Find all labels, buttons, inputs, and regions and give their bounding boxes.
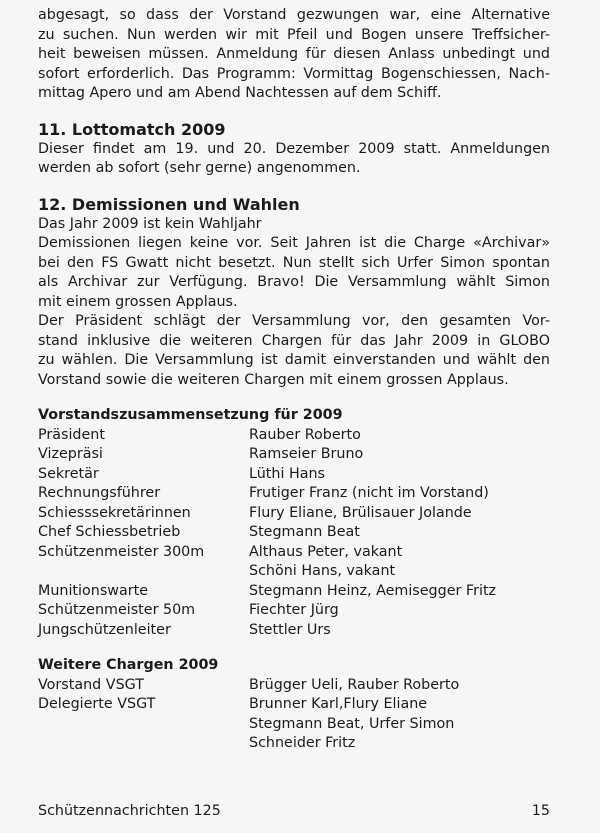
person-name: Stegmann Beat [249, 524, 360, 540]
other-charges-table [38, 676, 550, 754]
role-label: Rechnungsführer [38, 485, 161, 501]
intro-line: zu suchen. Nun werden wir mit Pfeil und Bogen unsere Treffsicher- [38, 26, 550, 43]
board-row [38, 582, 550, 602]
section-12-paragraph-archivar [38, 234, 550, 312]
role-label: Präsident [38, 426, 105, 443]
person-name: Lüthi Hans [249, 465, 325, 482]
role-label: Schützenmeister 300m [38, 543, 205, 560]
section-12-line: bei den FS Gwatt nicht besetzt. Nun stellt sich Urfer Simon spontan [38, 254, 550, 271]
board-row [38, 523, 550, 543]
board-row [38, 484, 550, 504]
person-name: Ramseier Bruno [249, 446, 364, 462]
intro-line: sofort erforderlich. Das Programm: Vormittag Bogenschiessen, Nach- [38, 65, 550, 82]
section-12-first-line: Das Jahr 2009 ist kein Wahljahr [38, 215, 262, 232]
person-name: Brunner Karl,Flury Eliane [249, 696, 428, 712]
person-name: Flury Eliane, Brülisauer Jolande [249, 504, 472, 521]
section-12-heading: 12. Demissionen und Wahlen [38, 194, 300, 214]
role-label: Schützenmeister 50m [38, 602, 196, 618]
charge-row [38, 676, 550, 696]
charge-row [38, 734, 550, 754]
intro-line: heit beweisen müssen. Anmeldung für diesen Anlass unbedingt und [38, 46, 550, 62]
person-name: Frutiger Franz (nicht im Vorstand) [249, 485, 489, 501]
board-heading: Vorstandszusammensetzung für 2009 [38, 407, 343, 423]
charge-row [38, 715, 550, 735]
role-label: Schiesssekretärinnen [38, 504, 191, 521]
person-name: Schneider Fritz [249, 735, 356, 751]
page-footer [38, 802, 550, 821]
section-12-line: zu wählen. Die Versammlung ist damit einverstanden und wählt den [38, 352, 550, 368]
section-11-paragraph [38, 140, 550, 179]
section-11-line: Dieser findet am 19. und 20. Dezember 2009 statt. Anmeldungen [38, 140, 550, 157]
role-label [38, 562, 249, 582]
role-label: Sekretär [38, 465, 99, 482]
person-name: Rauber Roberto [249, 426, 361, 443]
board-row [38, 562, 550, 582]
role-label: Delegierte VSGT [38, 696, 156, 712]
person-name: Althaus Peter, vakant [249, 543, 403, 560]
role-label: Munitionswarte [38, 582, 148, 599]
board-row [38, 504, 550, 524]
section-11-line: werden ab sofort (sehr gerne) angenommen. [38, 160, 361, 176]
person-name: Fiechter Jürg [249, 602, 339, 618]
board-row [38, 543, 550, 563]
section-12-line: Der Präsident schlägt der Versammlung vor, den gesamten Vor- [38, 313, 550, 329]
intro-line: abgesagt, so dass der Vorstand gezwungen war, eine Alternative [38, 7, 550, 23]
intro-line: mittag Apero und am Abend Nachtessen auf dem Schiff. [38, 85, 442, 101]
section-12-paragraph-election [38, 312, 550, 390]
role-label [38, 715, 249, 735]
section-12-line: Vorstand sowie die weiteren Chargen mit einem grossen Applaus. [38, 371, 509, 388]
other-charges-heading: Weitere Chargen 2009 [38, 657, 219, 673]
role-label [38, 734, 249, 754]
person-name: Stegmann Beat, Urfer Simon [249, 715, 455, 732]
section-11-heading: 11. Lottomatch 2009 [38, 119, 226, 139]
charge-row [38, 695, 550, 715]
page-number: 15 [531, 803, 550, 819]
board-row [38, 465, 550, 485]
role-label: Vorstand VSGT [38, 676, 144, 693]
board-table [38, 426, 550, 641]
board-row [38, 601, 550, 621]
board-row [38, 426, 550, 446]
board-row [38, 621, 550, 641]
role-label: Jungschützenleiter [38, 621, 171, 638]
section-12-line: als Archivar zur Verfügung. Bravo! Die Versammlung wählt Simon [38, 274, 550, 290]
person-name: Brügger Ueli, Rauber Roberto [249, 676, 460, 693]
intro-paragraph [38, 6, 550, 104]
person-name: Stegmann Heinz, Aemisegger Fritz [249, 582, 497, 599]
role-label: Chef Schiessbetrieb [38, 524, 181, 540]
section-12-line: mit einem grossen Applaus. [38, 293, 238, 310]
section-12-line: stand inklusive die weiteren Chargen für das Jahr 2009 in GLOBO [38, 332, 550, 349]
section-12-line: Demissionen liegen keine vor. Seit Jahren ist die Charge «Archivar» [38, 235, 550, 251]
person-name: Stettler Urs [249, 621, 331, 638]
board-row [38, 445, 550, 465]
publication-title: Schützennachrichten 125 [38, 803, 221, 819]
person-name: Schöni Hans, vakant [249, 563, 396, 579]
document-page [38, 6, 550, 754]
role-label: Vizepräsi [38, 446, 103, 462]
